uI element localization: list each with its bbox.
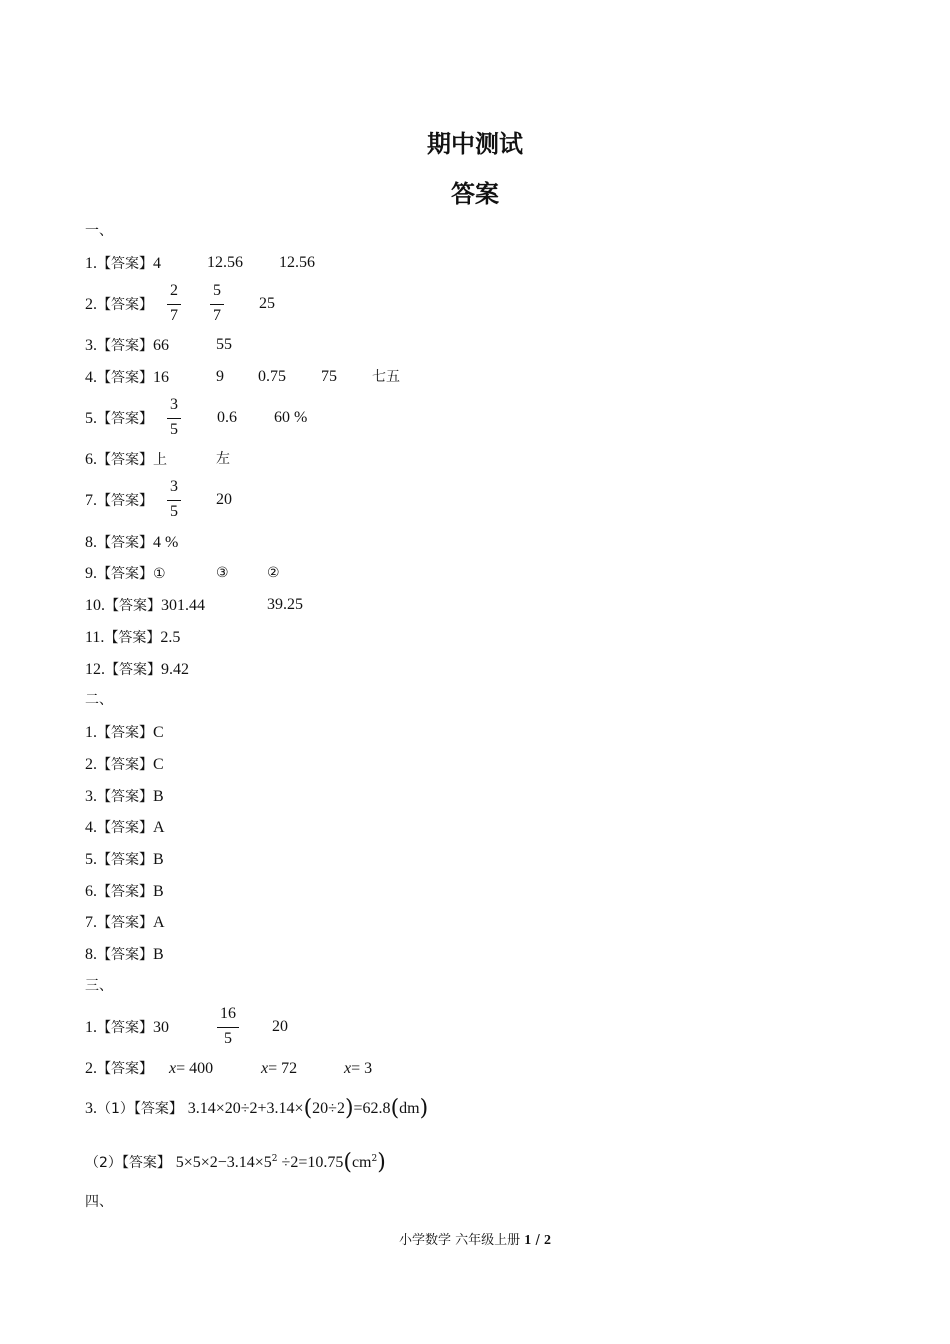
answer-label: 【答案】 [105,662,161,678]
answer-sheet-page: 期中测试 答案 一、 1.【答案】4 12.56 12.56 2.【答案】 25 2 7 5 7 3.【答案】66 55 4.【答案】16 9 0.75 75 七五 5.【答案】 0.6 60 % 3 5 6.【答案】上 左 7.【答案】 20 3 5 8.【答案】4 % 9.【答案】① ③ ② 10.【答案】301.44 39.25 11.【答案】2.5 12.【答案】9.42 二、 1.【答案】C 2.【答案】C 3.【答案】B 4.【答案】A 5.【答案】B 6.【答案】B 7.【答案】A 8.【答案】B 三、 1.【答案】30 20 16 5 2.【答案】 x= 400 x= 72 x= 3 3.（1）【答案】 3.14×20÷2+3.14×(20÷2)=62.8(dm) （2）【答案】 $5\times 5\times 2-3.14\times 5^2 \div 2=10.75(cm^2)$ 四、 小学数学 六年级上册 1 / 2 [0,0,950,1344]
answer-label: 【答案】 [97,411,153,427]
answer-label: 【答案】 [97,256,153,272]
answer-1-5: 5.【答案】 0.6 60 % [85,409,308,427]
answer-2-3: 3.【答案】B [85,788,164,805]
footer-separator: / [535,1233,540,1248]
answer-3-1: 1.【答案】30 20 [85,1018,288,1036]
answer-2-6: 6.【答案】B [85,883,164,900]
answer-label: 【答案】 [97,789,153,805]
answer-2-2: 2.【答案】C [85,756,164,773]
answer-1-2: 2.【答案】 25 [85,295,275,313]
answer-label: 【答案】 [97,338,153,354]
answer-label: 【答案】 [97,915,153,931]
answer-1-12: 12.【答案】9.42 [85,661,189,678]
footer-subject: 小学数学 六年级上册 [399,1233,521,1248]
answer-label: 【答案】 [97,297,153,313]
answer-2-5: 5.【答案】B [85,851,164,868]
answer-1-8: 8.【答案】4 % [85,534,179,551]
answer-3-3-2: （2）【答案】 $5\times 5\times 2-3.14\times 5^2 \div 2=10.75(cm^2)$ [85,1150,386,1175]
answer-1-11: 11.【答案】2.5 [85,629,181,646]
answer-label: 【答案】 [97,820,153,836]
answer-3-2: 2.【答案】 x= 400 x= 72 x= 3 [85,1060,373,1077]
section-heading-2: 二、 [85,692,113,708]
section-heading-1: 一、 [85,223,113,239]
page-title: 期中测试 [427,130,523,158]
answer-label: 【答案】 [104,630,161,646]
answer-1-6: 6.【答案】上 左 [85,451,230,468]
answer-label: 【答案】 [97,1020,153,1036]
page-footer [0,1229,950,1249]
answer-label: 【答案】 [97,535,153,551]
answer-1-9: 9.【答案】① ③ ② [85,565,280,582]
page-subtitle: 答案 [451,180,499,208]
answer-1-7: 7.【答案】 20 [85,491,232,509]
answer-label: 【答案】 [97,725,153,741]
answer-label: 【答案】 [97,452,153,468]
answer-label: 【答案】 [105,598,161,614]
answer-label: 【答案】 [97,757,153,773]
answer-label: 【答案】 [97,947,153,963]
footer-page-total: 2 [543,1233,551,1248]
answer-1-1: 1.【答案】4 12.56 12.56 [85,254,315,272]
answer-3-3-1: 3.（1）【答案】 3.14×20÷2+3.14×(20÷2)=62.8(dm) [85,1096,429,1121]
answer-label: 【答案】 [97,852,153,868]
answer-label: 【答案】 [133,1101,183,1117]
answer-2-7: 7.【答案】A [85,914,165,931]
answer-label: 【答案】 [97,884,153,900]
footer-page-number: 1 [524,1233,532,1248]
answer-1-3: 3.【答案】66 55 [85,336,232,354]
answer-label: 【答案】 [121,1155,171,1171]
answer-2-8: 8.【答案】B [85,946,164,963]
answer-label: 【答案】 [97,370,153,386]
answer-1-10: 10.【答案】301.44 39.25 [85,596,303,614]
answer-label: 【答案】 [97,493,153,509]
section-heading-3: 三、 [85,978,113,994]
answer-1-4: 4.【答案】16 9 0.75 75 七五 [85,368,400,386]
answer-label: 【答案】 [97,1061,153,1077]
section-heading-4: 四、 [85,1194,113,1210]
answer-2-1: 1.【答案】C [85,724,164,741]
answer-2-4: 4.【答案】A [85,819,165,836]
answer-label: 【答案】 [97,566,153,582]
